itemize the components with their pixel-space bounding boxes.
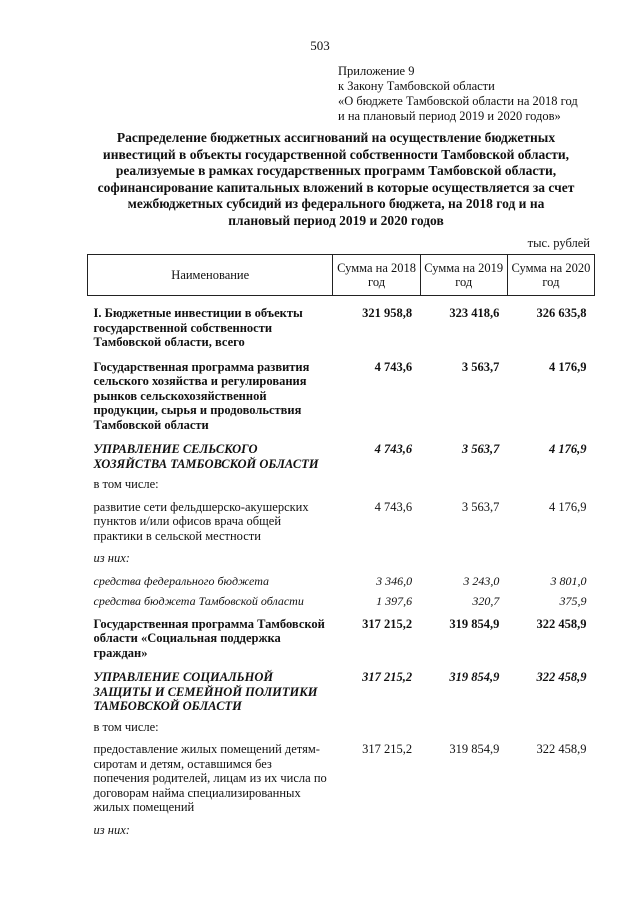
row-value-2020 — [507, 475, 594, 496]
row-value-2020: 4 176,9 — [549, 442, 587, 456]
row-value-2019 — [420, 549, 507, 572]
table-row — [88, 718, 595, 739]
table-row — [88, 738, 595, 821]
row-name: I. Бюджетные инвестиции в объекты государственной собственности Тамбовской области, всего — [93, 306, 303, 349]
title-line: плановый период 2019 и 2020 годов — [228, 212, 444, 228]
row-name: из них: — [93, 551, 130, 565]
header-2018: Сумма на 2018 год — [333, 255, 420, 296]
row-value-2020 — [507, 549, 594, 572]
row-name: УПРАВЛЕНИЕ СЕЛЬСКОГО ХОЗЯЙСТВА ТАМБОВСКОЙ ОБЛАСТИ — [93, 442, 319, 471]
row-value-2018: 4 743,6 — [374, 499, 413, 514]
row-value-2019: 319 854,9 — [449, 742, 500, 756]
row-value-2018: 317 215,2 — [362, 742, 413, 756]
row-value-2020: 322 458,9 — [536, 742, 587, 756]
appendix-line: «О бюджете Тамбовской области на 2018 год — [338, 94, 578, 108]
page-number: 503 — [310, 38, 330, 53]
row-value-2019: 3 563,7 — [461, 499, 500, 514]
row-value-2019: 3 563,7 — [461, 359, 500, 374]
title-line: межбюджетных субсидий из федерального бюджета, на 2018 год и на — [127, 196, 545, 211]
row-value-2019 — [420, 718, 507, 739]
row-name: в том числе: — [93, 719, 159, 734]
table-row — [88, 356, 595, 439]
table-row — [88, 475, 595, 496]
row-value-2018 — [333, 821, 420, 844]
table-row — [88, 296, 595, 356]
row-value-2018 — [333, 718, 420, 739]
table-row — [88, 666, 595, 718]
row-value-2020: 3 801,0 — [550, 573, 587, 588]
table-row — [88, 549, 595, 572]
row-name: УПРАВЛЕНИЕ СОЦИАЛЬНОЙ ЗАЩИТЫ И СЕМЕЙНОЙ ПОЛИТИКИ ТАМБОВСКОЙ ОБЛАСТИ — [93, 670, 318, 713]
row-value-2020 — [507, 821, 594, 844]
appendix-line: и на плановый период 2019 и 2020 годов» — [338, 109, 561, 123]
row-value-2019 — [420, 475, 507, 496]
appendix-line: Приложение 9 — [338, 64, 415, 78]
row-value-2019 — [420, 821, 507, 844]
header-row — [88, 255, 595, 296]
row-value-2018: 3 346,0 — [376, 573, 413, 588]
row-value-2018: 4 743,6 — [374, 359, 413, 374]
row-value-2019: 319 854,9 — [449, 670, 500, 684]
row-value-2020: 322 458,9 — [536, 670, 587, 684]
row-value-2019: 323 418,6 — [449, 306, 500, 320]
table-header — [88, 255, 595, 296]
row-value-2019: 3 243,0 — [463, 573, 500, 588]
table-row — [88, 592, 595, 613]
row-name: развитие сети фельдшерско-акушерских пунктов и/или офисов врача общей практики в сельской местности — [93, 499, 309, 543]
row-value-2019: 320,7 — [472, 594, 500, 608]
budget-table — [87, 254, 595, 843]
row-value-2018: 317 215,2 — [362, 670, 413, 684]
table-row — [88, 496, 595, 550]
title-line: реализуемые в рамках государственных программ Тамбовской области, — [115, 163, 557, 178]
row-value-2018: 1 397,6 — [376, 594, 413, 608]
appendix-line: к Закону Тамбовской области — [338, 79, 495, 93]
row-name: средства федерального бюджета — [93, 573, 270, 588]
row-name: предоставление жилых помещений детям-сиротам и детям, оставшимся без попечения родителей, лицам из их числа по договорам найма специализированных жилых помещений — [93, 742, 327, 814]
table-row — [88, 438, 595, 475]
title-line: софинансирование капитальных вложений в которые осуществляется за счет — [97, 179, 575, 195]
units-label: тыс. рублей — [527, 236, 590, 250]
row-value-2020 — [507, 718, 594, 739]
row-value-2020: 322 458,9 — [536, 616, 587, 631]
table-row — [88, 613, 595, 667]
table-body — [88, 296, 595, 844]
title-line: Распределение бюджетных ассигнований на осуществление бюджетных — [116, 130, 556, 145]
row-name: средства бюджета Тамбовской области — [93, 594, 304, 608]
table-row — [88, 821, 595, 844]
row-value-2018: 321 958,8 — [362, 306, 413, 320]
appendix-header — [338, 64, 628, 124]
document-title — [76, 130, 596, 229]
row-value-2018 — [333, 475, 420, 496]
header-2020: Сумма на 2020 год — [507, 255, 594, 296]
row-value-2020: 4 176,9 — [549, 499, 587, 514]
row-value-2020: 375,9 — [559, 594, 587, 608]
title-line: инвестиций в объекты государственной собственности Тамбовской области, — [102, 146, 570, 162]
row-value-2020: 326 635,8 — [536, 306, 587, 320]
row-name: в том числе: — [93, 477, 159, 491]
row-value-2018: 317 215,2 — [362, 616, 413, 631]
table-row — [88, 572, 595, 593]
header-name: Наименование — [88, 255, 333, 296]
row-value-2018 — [333, 549, 420, 572]
row-value-2020: 4 176,9 — [549, 359, 587, 374]
row-name: Государственная программа Тамбовской области «Социальная поддержка граждан» — [93, 616, 325, 660]
row-value-2019: 3 563,7 — [461, 442, 500, 456]
header-2019: Сумма на 2019 год — [420, 255, 507, 296]
row-name: из них: — [93, 822, 130, 837]
row-name: Государственная программа развития сельского хозяйства и регулирования рынков сельскохозяйственной продукции, сырья и продовольствия Тамбовской области — [93, 359, 310, 432]
row-value-2019: 319 854,9 — [449, 616, 500, 631]
row-value-2018: 4 743,6 — [374, 442, 413, 456]
